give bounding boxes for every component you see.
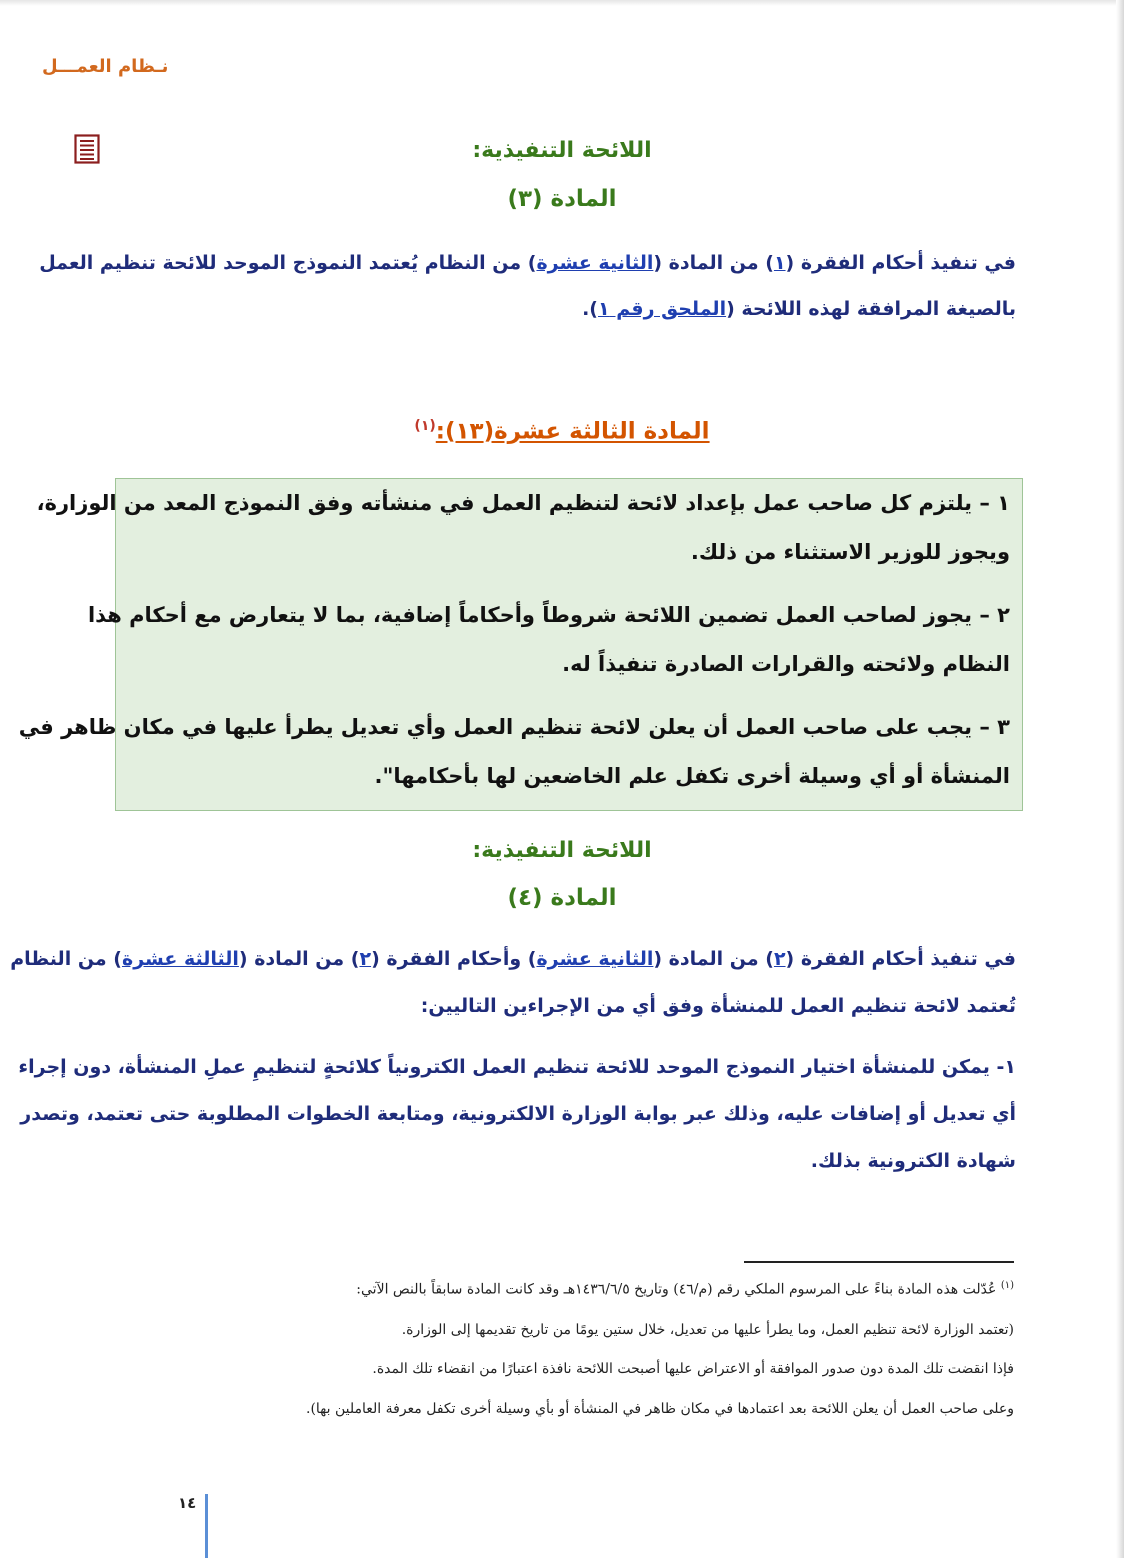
page-top-shadow [0, 0, 1124, 6]
footnote-marker: (١) [1000, 1280, 1014, 1291]
article-item-line: النظام ولائحته والقرارات الصادرة تنفيذاً له. [562, 652, 1010, 676]
article-item-line: ٢ – يجوز لصاحب العمل تضمين اللائحة شروطاً وأحكاماً إضافية، بما لا يتعارض مع أحكام هذا [87, 603, 1010, 627]
article-link[interactable]: الثانية عشرة [536, 948, 654, 970]
paragraph-line: في تنفيذ أحكام الفقرة (١) من المادة (الثانية عشرة) من النظام يُعتمد النموذج الموحد للائحة تنظيم العمل [39, 252, 1016, 274]
article-item-line: ويجوز للوزير الاستثناء من ذلك. [690, 540, 1010, 564]
footnote-line: وعلى صاحب العمل أن يعلن اللائحة بعد اعتمادها في مكان ظاهر في المنشأة أو بأي وسيلة أخرى تكفل معرفة العاملين بها). [306, 1401, 1014, 1417]
paragraph-link[interactable]: ٢ [773, 948, 786, 970]
regulation-article-number: المادة (٣) [507, 186, 617, 212]
article-link[interactable]: الثانية عشرة [536, 252, 654, 274]
footnote-line: (تعتمد الوزارة لائحة تنظيم العمل، وما يطرأ عليها من تعديل، خلال ستين يومًا من تاريخ تقديمها إلى الوزارة. [401, 1322, 1014, 1338]
regulation-paragraph [10, 948, 1016, 1178]
paragraph-line: تُعتمد لائحة تنظيم العمل للمنشأة وفق أي من الإجراءين التاليين: [420, 995, 1016, 1017]
appendix-link[interactable]: الملحق رقم ١ [598, 298, 727, 320]
running-header: نـظام العمـــل [42, 56, 169, 77]
paragraph-link[interactable]: ٢ [359, 948, 372, 970]
footnote-line: فإذا انقضت تلك المدة دون صدور الموافقة أو الاعتراض عليها أصبحت اللائحة نافذة اعتبارًا من انقضاء تلك المدة. [372, 1361, 1014, 1377]
footnote-line: $^{(١)}$ عُدّلت هذه المادة بناءً على المرسوم الملكي رقم (م/٤٦) وتاريخ ١٤٣٦/٦/٥هـ وقد كانت المادة سابقاً بالنص الآتي: [356, 1280, 1014, 1298]
page-number-bar [205, 1494, 208, 1558]
footnote-reference[interactable]: (١) [414, 418, 436, 434]
regulation-article-number: المادة (٤) [507, 885, 617, 911]
page-number: ١٤ [178, 1494, 197, 1512]
regulation-heading: اللائحة التنفيذية: [472, 838, 652, 863]
paragraph-line: بالصيغة المرافقة لهذه اللائحة (الملحق رقم ١). [582, 298, 1016, 320]
paragraph-line: في تنفيذ أحكام الفقرة (٢) من المادة (الثانية عشرة) وأحكام الفقرة (٢) من المادة (الثالثة عشرة) من النظام [10, 948, 1016, 970]
article-item-line: ١ – يلتزم كل صاحب عمل بإعداد لائحة لتنظيم العمل في منشأته وفق النموذج المعد من الوزارة، [36, 491, 1010, 515]
article-item-line: المنشأة أو أي وسيلة أخرى تكفل علم الخاضعين لها بأحكامها". [374, 764, 1010, 788]
article-item-line: ٣ – يجب على صاحب العمل أن يعلن لائحة تنظيم العمل وأي تعديل يطرأ عليها في مكان ظاهر في [18, 715, 1010, 739]
paragraph-line: أي تعديل أو إضافات عليه، وذلك عبر بوابة الوزارة الالكترونية، ومتابعة الخطوات المطلوبة حتى تعتمد، وتصدر [20, 1103, 1016, 1125]
regulation-paragraph [39, 252, 1016, 332]
page-right-shadow [1116, 0, 1124, 1558]
article-13-title: المادة الثالثة عشرة(١٣):$^{(١)}$ [414, 418, 710, 445]
regulation-heading: اللائحة التنفيذية: [472, 138, 652, 163]
paragraph-line: شهادة الكترونية بذلك. [810, 1150, 1016, 1172]
paragraph-line: ١- يمكن للمنشأة اختيار النموذج الموحد للائحة تنظيم العمل الكترونياً كلائحةٍ لتنظيمِ عملِ المنشأة، دون إجراء [18, 1056, 1016, 1078]
footnote-separator [744, 1261, 1014, 1263]
paragraph-link[interactable]: ١ [773, 252, 786, 274]
article-text-box [18, 478, 1023, 811]
article-link[interactable]: الثالثة عشرة [121, 948, 239, 970]
